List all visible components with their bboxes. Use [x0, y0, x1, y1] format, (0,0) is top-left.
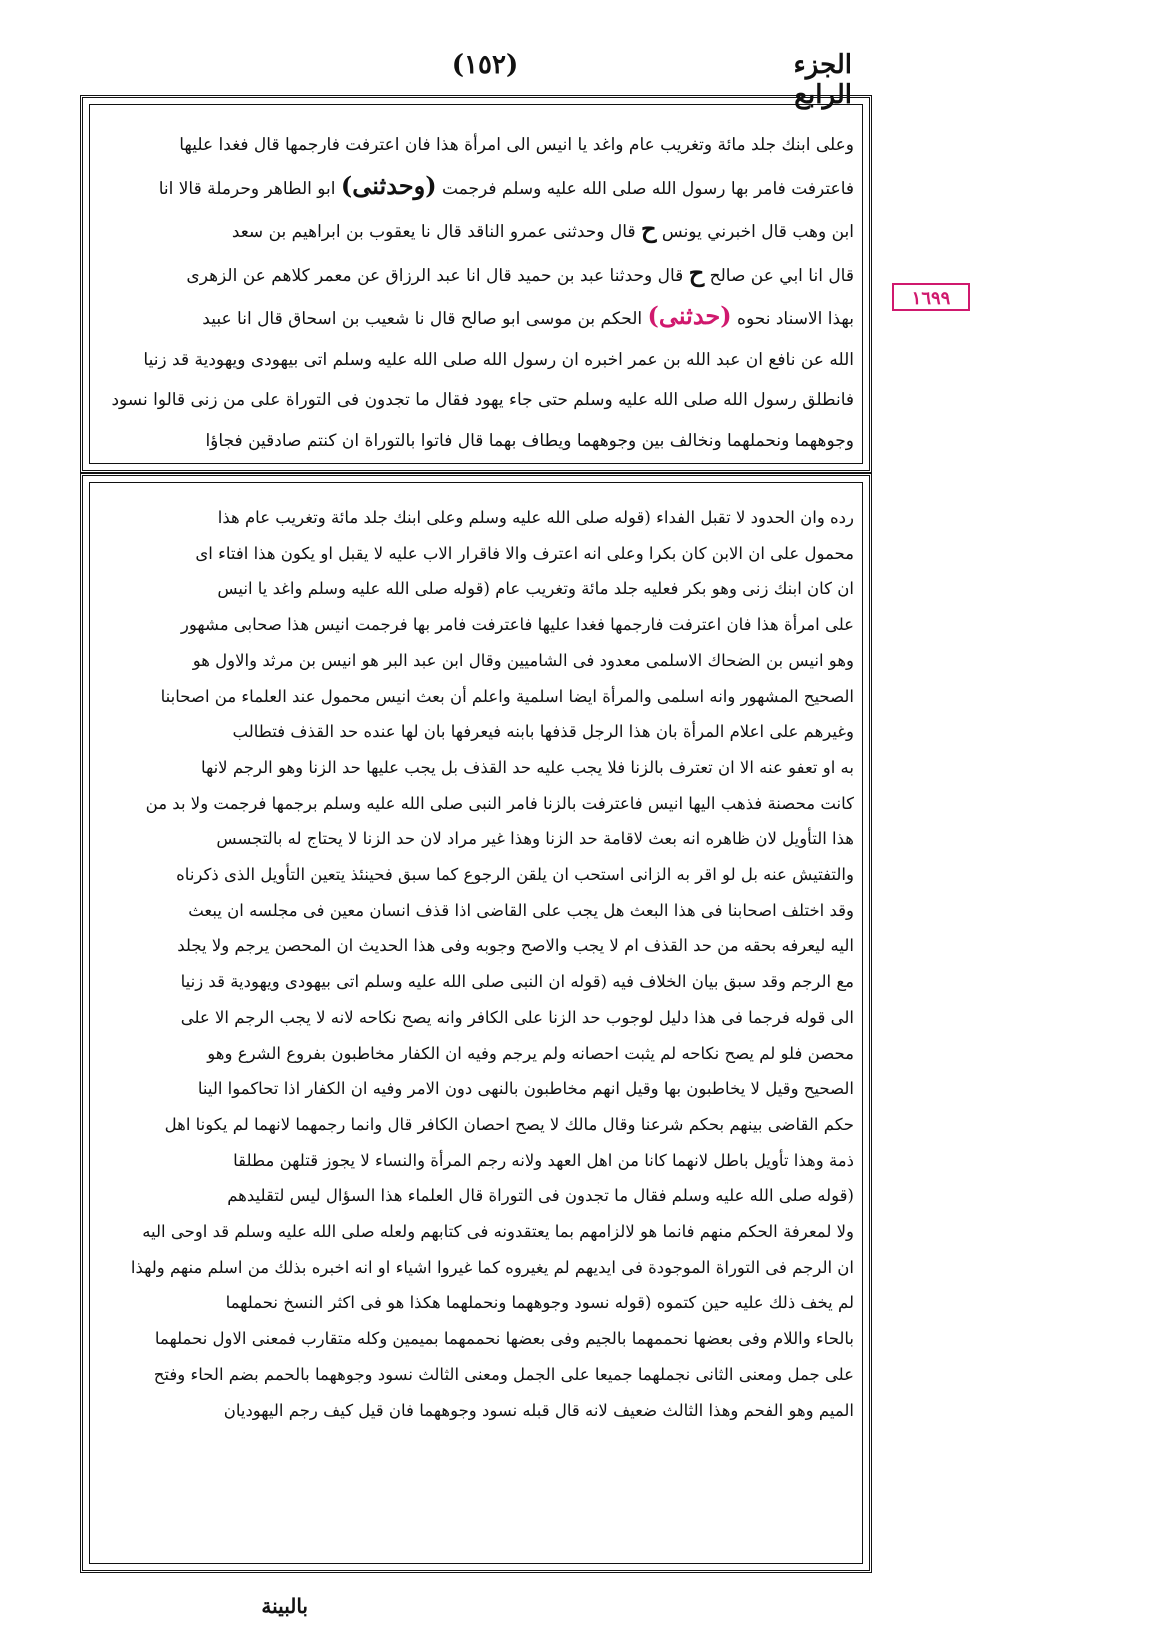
- sharh-line: (قوله صلى الله عليه وسلم فقال ما تجدون فى التوراة قال العلماء هذا السؤال ليس لتقليدهم: [227, 1186, 854, 1206]
- sharh-line: لم يخف ذلك عليه حين كتموه (قوله نسود وجوههما ونحملهما هكذا هو فى اكثر النسخ نحملهما: [225, 1293, 854, 1313]
- sharh-line: وغيرهم على اعلام المرأة بان هذا الرجل قذفها بابنه فيعرفها بان لها عنده حد القذف فتطالب: [232, 722, 854, 742]
- sharh-line: ذمة وهذا تأويل باطل لانهما كانا من اهل العهد ولانه رجم المرأة والنساء لا يجوز قتلهن مطلقا: [233, 1150, 854, 1170]
- sharh-line: مع الرجم وقد سبق بيان الخلاف فيه (قوله ان النبى صلى الله عليه وسلم اتى بيهودى ويهودية قد زنيا: [180, 972, 854, 992]
- sharh-line: كانت محصنة فذهب اليها انيس فاعترفت بالزنا فامر النبى صلى الله عليه وسلم برجمها فرجمت ولا بد من: [145, 793, 854, 813]
- narration-label: (حدثنى): [647, 301, 732, 330]
- volume-title: الجزء الرابع: [793, 50, 852, 110]
- sharh-line: هذا التأويل لان ظاهره انه بعث لاقامة حد الزنا وهذا غير مراد لان حد الزنا لا يحتاج له بالتجسس: [216, 829, 854, 849]
- matn-line: [108, 209, 854, 253]
- sharh-line: ولا لمعرفة الحكم منهم فانما هو لالزامهم بما يعتقدونه فى كتابهم ولعله صلى الله عليه وسلم قد اوحى اليه: [142, 1222, 854, 1242]
- sharh-line: على امرأة هذا فان اعترفت فارجمها فغدا عليها فاعترفت فامر بها فرجمت انيس هذا صحابى مشهور: [180, 615, 854, 635]
- matn-segment: الحكم بن موسى ابو صالح قال نا شعيب بن اسحاق قال انا عبيد: [202, 309, 643, 329]
- matn-line: وعلى ابنك جلد مائة وتغريب عام واغد يا انيس الى امرأة هذا فان اعترفت فارجمها قال فغدا عليها: [179, 135, 854, 155]
- matn-line: الله عن نافع ان عبد الله بن عمر اخبره ان رسول الله صلى الله عليه وسلم اتى بيهودى ويهودية قد زنيا: [143, 349, 854, 370]
- matn-line: [108, 296, 854, 340]
- sharh-line: وقد اختلف اصحابنا فى هذا البعث هل يجب على القاضى اذا قذف انسان معين فى مجلسه ان يبعث: [188, 900, 854, 920]
- tahwil-mark: ح: [688, 257, 705, 287]
- hadith-number-badge: ١٦٩٩: [892, 283, 970, 311]
- sharh-line: به او تعفو عنه الا ان تعترف بالزنا فلا يجب عليه حد القذف بل يجب عليها حد الزنا وهو الرجم لانها: [200, 757, 854, 777]
- sharh-text: [108, 500, 854, 1428]
- sharh-line: على جمل ومعنى الثانى نجملهما جميعا على الجمل ومعنى الثالث نسود وجوههما بالحمم بضم الحاء وفتح: [153, 1364, 854, 1384]
- sharh-line: محمول على ان الابن كان بكرا وعلى انه اعترف والا فاقرار الاب عليه لا يقبل او يكون هذا افتاء اى: [195, 543, 854, 563]
- sharh-line: الصحيح وقيل لا يخاطبون بها وقيل انهم مخاطبون بالنهى دون الامر وفيه ان الكفار اذا تحاكموا الينا: [197, 1079, 854, 1099]
- matn-segment: بهذا الاسناد نحوه: [737, 309, 854, 329]
- sharh-line: ان كان ابنك زنى وهو بكر فعليه جلد مائة وتغريب عام (قوله صلى الله عليه وسلم واغد يا انيس: [217, 579, 854, 599]
- sharh-line: بالحاء واللام وفى بعضها نحممهما بالجيم وفى بعضها نحممهما بميمين وكله متقارب فمعنى الاول نحملهما: [154, 1329, 854, 1349]
- sharh-line: رده وان الحدود لا تقبل الفداء (قوله صلى الله عليه وسلم وعلى ابنك جلد مائة وتغريب عام هذا: [217, 508, 854, 527]
- matn-line: [108, 253, 854, 297]
- sharh-line: الى قوله فرجما فى هذا دليل لوجوب حد الزنا على الكافر وانه يصح نكاحه لانه لا يجب الرجم الا على: [180, 1007, 854, 1027]
- sharh-line: محصن فلو لم يصح نكاحه لم يثبت احصانه ولم يرجم وفيه ان الكفار مخاطبون بفروع الشرع وهو: [207, 1043, 854, 1063]
- sharh-line: وهو انيس بن الضحاك الاسلمى معدود فى الشاميين وقال ابن عبد البر هو انيس بن مرثد والاول هو: [192, 650, 854, 670]
- narration-label: (وحدثنى): [340, 170, 437, 200]
- catchword: بالبينة: [261, 1594, 308, 1618]
- matn-line: وجوههما ونحملهما ونخالف بين وجوههما ويطاف بهما قال فاتوا بالتوراة ان كنتم صادقين فجاؤا: [205, 430, 854, 451]
- matn-segment: قال انا ابي عن صالح: [709, 265, 854, 286]
- tahwil-mark: ح: [640, 214, 657, 243]
- matn-line: [108, 166, 854, 210]
- sharh-line: والتفتيش عنه بل لو اقر به الزانى استحب ان يلقن الرجوع كما سبق فحينئذ يتعين التأويل الذى ذكرناه: [176, 865, 854, 885]
- matn-text: [108, 125, 854, 461]
- sharh-line: حكم القاضى بينهم بحكم شرعنا وقال مالك لا يصح احصان الكافر قال وانما رجمهما لانهما لم يكونا اهل: [164, 1114, 854, 1134]
- sharh-line: ان الرجم فى التوراة الموجودة فى ايديهم لم يغيروه كما غيروا اشياء او انه اخبره بذلك من اسلم منهم ولهذا: [130, 1257, 854, 1277]
- sharh-line: الصحيح المشهور وانه اسلمى والمرأة ايضا اسلمية واعلم أن بعث انيس محمول عند العلماء من اصحابنا: [160, 686, 854, 706]
- page-number: (١٥٢): [451, 50, 519, 80]
- matn-segment: قال وحدثنا عبد بن حميد قال انا عبد الرزاق عن معمر كلاهم عن الزهرى: [186, 265, 684, 286]
- sharh-line: الميم وهو الفحم وهذا الثالث ضعيف لانه قال قبله نسود وجوههما فان قيل كيف رجم اليهوديان: [223, 1400, 854, 1420]
- matn-segment: فاعترفت فامر بها رسول الله صلى الله عليه وسلم فرجمت: [441, 178, 854, 199]
- matn-segment: ابن وهب قال اخبرني يونس: [661, 222, 854, 242]
- matn-line: فانطلق رسول الله صلى الله عليه وسلم حتى جاء يهود فقال ما تجدون فى التوراة على من زنى قالوا نسود: [111, 390, 854, 410]
- matn-segment: قال وحدثنى عمرو الناقد قال نا يعقوب بن ابراهيم بن سعد: [231, 222, 636, 242]
- matn-segment: ابو الطاهر وحرملة قالا انا: [158, 178, 336, 199]
- sharh-line: اليه ليعرفه بحقه من حد القذف ام لا يجب والاصح وجوبه وفى هذا الحديث ان المحصن يرجم ولا يجلد: [177, 936, 854, 956]
